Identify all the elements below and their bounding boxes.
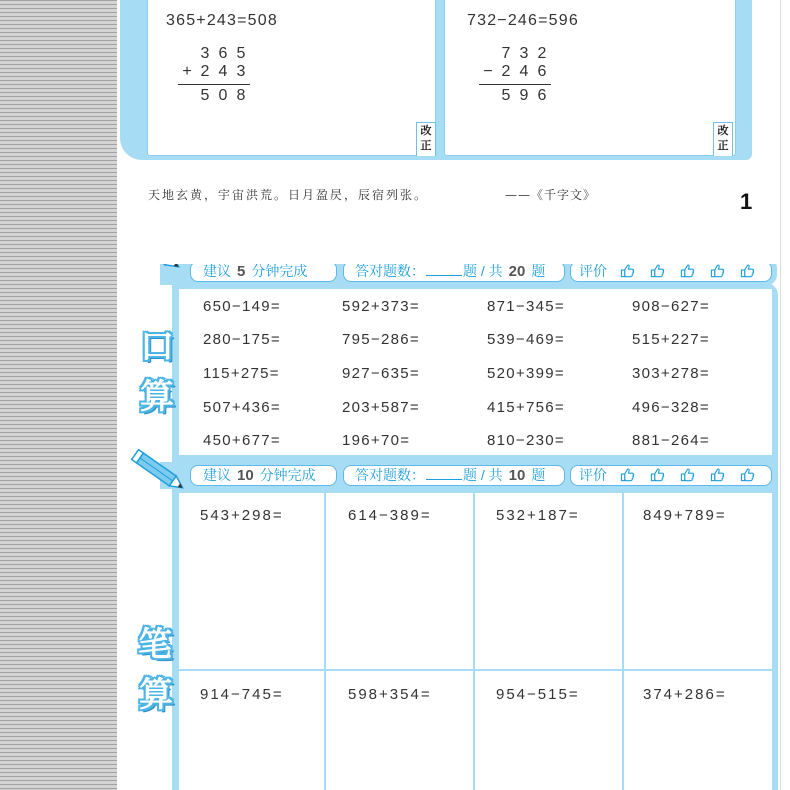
- total-tail: 题: [531, 264, 546, 279]
- correct-count-blank: [426, 264, 462, 276]
- vertical-row-top: [178, 45, 250, 63]
- oral-problem: 810−230=: [487, 432, 565, 449]
- grid-row-divider: [179, 669, 772, 671]
- time-suggestion: [190, 264, 337, 282]
- vertical-digit: 6: [537, 63, 547, 80]
- grid-column-divider: [324, 493, 326, 790]
- vertical-digit: 5: [236, 45, 246, 62]
- total-head: 题 / 共: [463, 467, 503, 483]
- oral-problem: 927−635=: [342, 365, 420, 382]
- suggest-tail: 分钟完成: [259, 467, 316, 483]
- suggest-label: 建议: [203, 467, 231, 483]
- example-equation: 365+243=508: [166, 12, 278, 29]
- suggest-tail: 分钟完成: [251, 264, 308, 279]
- page-edge-line: [780, 0, 781, 790]
- vertical-digit: 5: [501, 87, 511, 104]
- vertical-digit: 2: [537, 45, 547, 62]
- thumbs-up-icon: [680, 264, 695, 279]
- correction-char: 改: [717, 125, 729, 137]
- section-title-char: 口: [140, 328, 174, 366]
- vertical-digit: 3: [200, 45, 210, 62]
- book-binding-edge: [0, 0, 117, 790]
- correct-count-blank: [426, 467, 462, 480]
- thumbs-up-icon: [710, 264, 725, 279]
- vertical-digit: 6: [537, 87, 547, 104]
- written-problem: 598+354=: [348, 686, 432, 703]
- vertical-row-top: [479, 45, 551, 63]
- vertical-digit: 4: [218, 63, 228, 80]
- time-suggestion: [190, 465, 337, 486]
- vertical-digit: 3: [236, 63, 246, 80]
- grid-column-divider: [473, 493, 475, 790]
- vertical-digit: 2: [200, 63, 210, 80]
- page-number: 1: [740, 189, 753, 214]
- correction-box: [416, 122, 436, 156]
- vertical-digit: 8: [236, 87, 246, 104]
- written-header-bar: [160, 462, 777, 489]
- suggest-label: 建议: [203, 264, 231, 279]
- vertical-operator: +: [182, 63, 192, 80]
- thumbs-up-icon: [620, 467, 635, 483]
- suggest-minutes: 10: [237, 467, 254, 484]
- vertical-digit: 2: [501, 63, 511, 80]
- correct-count-label: 答对题数：: [355, 264, 425, 279]
- written-problem: 614−389=: [348, 507, 432, 524]
- vertical-row-result: [479, 84, 551, 105]
- quote-source: ——《千字文》: [505, 188, 597, 202]
- error-example-card: [444, 0, 736, 156]
- error-example-frame: [120, 0, 752, 160]
- section-title-char: 算: [139, 676, 173, 714]
- oral-problem: 795−286=: [342, 331, 420, 348]
- total-count: 20: [508, 264, 526, 280]
- oral-problem: 539−469=: [487, 331, 565, 348]
- thumbs-up-icon: [680, 467, 695, 483]
- grid-column-divider: [622, 493, 624, 790]
- written-problem: 374+286=: [643, 686, 727, 703]
- written-calculation-grid: [179, 493, 772, 790]
- total-head: 题 / 共: [463, 264, 503, 279]
- oral-problem: 908−627=: [632, 298, 710, 315]
- written-problem: 954−515=: [496, 686, 580, 703]
- written-problem: 914−745=: [200, 686, 284, 703]
- oral-problem: 496−328=: [632, 399, 710, 416]
- total-count: 10: [508, 467, 526, 484]
- vertical-digit: 0: [218, 87, 228, 104]
- correction-char: 正: [420, 140, 432, 152]
- oral-problem: 515+227=: [632, 331, 710, 348]
- total-tail: 题: [531, 467, 546, 483]
- vertical-row-bottom: [178, 63, 250, 81]
- oral-problem: 871−345=: [487, 298, 565, 315]
- oral-problem: 520+399=: [487, 365, 565, 382]
- written-problem: 543+298=: [200, 507, 284, 524]
- oral-problem: 650−149=: [203, 298, 281, 315]
- thumbs-up-icon: [740, 264, 755, 279]
- rating-label: 评价: [579, 264, 607, 279]
- oral-problem: 592+373=: [342, 298, 420, 315]
- vertical-row-bottom: [479, 63, 551, 81]
- thumbs-up-icon: [650, 264, 665, 279]
- pencil-icon: [160, 264, 182, 271]
- oral-problem: 303+278=: [632, 365, 710, 382]
- vertical-digit: 3: [519, 45, 529, 62]
- oral-problem: 115+275=: [203, 365, 280, 382]
- oral-calculation-panel: [179, 289, 772, 455]
- vertical-digit: 6: [218, 45, 228, 62]
- oral-problem: 881−264=: [632, 432, 710, 449]
- correct-count-label: 答对题数：: [355, 467, 425, 483]
- vertical-calculation: [178, 45, 250, 105]
- oral-problem: 280−175=: [203, 331, 281, 348]
- rating-box: [570, 465, 772, 486]
- oral-problem: 196+70=: [342, 432, 411, 449]
- section-title-char: 算: [140, 378, 174, 416]
- vertical-operator: −: [483, 63, 493, 80]
- vertical-calculation: [479, 45, 551, 105]
- thumbs-up-icon: [710, 467, 725, 483]
- thumbs-up-icon: [740, 467, 755, 483]
- pencil-icon: [130, 448, 186, 492]
- vertical-digit: 9: [519, 87, 529, 104]
- vertical-digit: 7: [501, 45, 511, 62]
- vertical-digit: 5: [200, 87, 210, 104]
- written-problem: 532+187=: [496, 507, 580, 524]
- correction-box: [713, 122, 733, 156]
- oral-problem: 507+436=: [203, 399, 281, 416]
- suggest-minutes: 5: [237, 264, 246, 280]
- vertical-digit: 4: [519, 63, 529, 80]
- oral-problem: 450+677=: [203, 432, 281, 449]
- rating-label: 评价: [579, 467, 607, 483]
- thumbs-up-icon: [620, 264, 635, 279]
- example-equation: 732−246=596: [467, 12, 579, 29]
- correction-char: 正: [717, 140, 729, 152]
- oral-problem: 415+756=: [487, 399, 565, 416]
- oral-problem: 203+587=: [342, 399, 420, 416]
- error-example-card: [147, 0, 436, 156]
- correction-char: 改: [420, 125, 432, 137]
- oral-header-bar: [160, 264, 777, 285]
- quote-text: 天地玄黄，宇宙洪荒。日月盈昃，辰宿列张。: [148, 188, 429, 202]
- written-problem: 849+789=: [643, 507, 727, 524]
- rating-box: [570, 264, 772, 282]
- section-title-char: 笔: [138, 626, 172, 664]
- thumbs-up-icon: [650, 467, 665, 483]
- score-tally: [343, 264, 565, 282]
- vertical-row-result: [178, 84, 250, 105]
- score-tally: [343, 465, 565, 486]
